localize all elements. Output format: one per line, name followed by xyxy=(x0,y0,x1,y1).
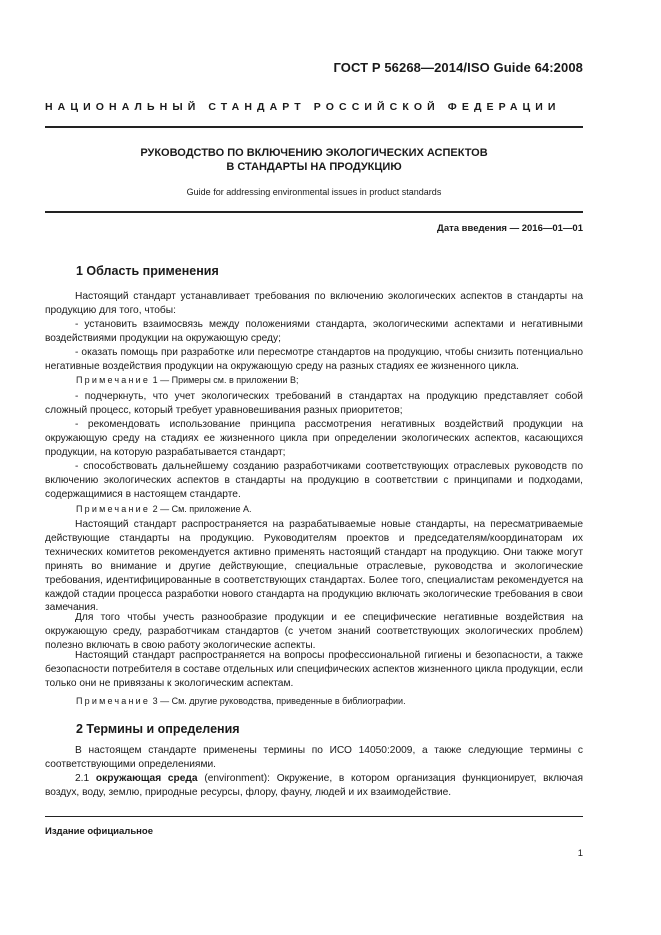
paragraph: Для того чтобы учесть разнообразие продукции и ее специфические негативные воздействия на окружающую среду, разработчикам стандартов (с учетом знаний соответствующих экологических проблем) полезно включать в свою работу экологические аспекты. xyxy=(45,612,583,651)
note-2 xyxy=(76,503,583,515)
introduction-date: Дата введения — 2016—01—01 xyxy=(437,223,583,234)
note-1 xyxy=(76,374,583,386)
note-3 xyxy=(76,695,583,707)
list-item: - способствовать дальнейшему созданию разработчиками соответствующих отраслевых руководств по включению экологических аспектов в стандарты на продукцию в соответствии с принципами и подходами, содержащимися в настоящем стандарте. xyxy=(45,461,583,500)
title-divider xyxy=(45,211,583,213)
note-label: Примечание xyxy=(76,375,151,385)
footer-divider xyxy=(45,816,583,817)
term-name: окружающая среда xyxy=(95,773,198,784)
top-divider xyxy=(45,126,583,128)
edition-label: Издание официальное xyxy=(45,826,153,837)
paragraph: В настоящем стандарте применены термины по ИСО 14050:2009, а также следующие термины с соответствующими определениями. xyxy=(45,745,583,770)
note-text: 3 — См. другие руководства, приведенные в библиографии. xyxy=(152,696,406,706)
document-title xyxy=(45,146,583,174)
list-item: - установить взаимосвязь между положениями стандарта, экологическими аспектами и негативными воздействиями продукции на окружающую среду; xyxy=(45,319,583,344)
paragraph: Настоящий стандарт распространяется на вопросы профессиональной гигиены и безопасности, а также безопасности потребителя в составе отдельных или специфических аспектов жизненного цикла продукции, если только они не привязаны к экологическим аспектам. xyxy=(45,650,583,689)
note-label: Примечание xyxy=(76,696,151,706)
page-number: 1 xyxy=(577,848,583,859)
list-item: - рекомендовать использование принципа рассмотрения негативных воздействий продукции на окружающую среду на стадиях ее жизненного цикла при определении экологических аспектов, касающихся продукции, на которую разрабатывается стандарт; xyxy=(45,419,583,458)
list-item: - оказать помощь при разработке или пересмотре стандартов на продукцию, чтобы снизить потенциально негативные воздействия продукции на окружающую среду на разных стадиях ее жизненного цикла. xyxy=(45,347,583,372)
list-item: - подчеркнуть, что учет экологических требований в стандартах на продукцию представляет собой сложный процесс, который требует уравновешивания разных приоритетов; xyxy=(45,391,583,416)
standard-code: ГОСТ Р 56268—2014/ISO Guide 64:2008 xyxy=(333,60,583,75)
section-1-heading: 1 Область применения xyxy=(76,264,219,278)
note-text: 2 — См. приложение А. xyxy=(152,504,252,514)
term-text: (environment): Окружение, в котором организация функционирует, включая воздух, воду, землю, природные ресурсы, флору, фауну, людей и их взаимодействие. xyxy=(45,773,583,798)
note-label: Примечание xyxy=(76,504,151,514)
note-text: 1 — Примеры см. в приложении В; xyxy=(152,375,299,385)
term-definition xyxy=(45,772,583,800)
national-standard-banner: НАЦИОНАЛЬНЫЙ СТАНДАРТ РОССИЙСКОЙ ФЕДЕРАЦИИ xyxy=(45,101,561,113)
title-line-2: В СТАНДАРТЫ НА ПРОДУКЦИЮ xyxy=(226,161,402,173)
paragraph: Настоящий стандарт устанавливает требования по включению экологических аспектов в стандарты на продукцию для того, чтобы: xyxy=(45,291,583,316)
english-title: Guide for addressing environmental issues in product standards xyxy=(186,187,442,197)
section-2-heading: 2 Термины и определения xyxy=(76,722,240,736)
title-line-1: РУКОВОДСТВО ПО ВКЛЮЧЕНИЮ ЭКОЛОГИЧЕСКИХ АСПЕКТОВ xyxy=(140,147,488,159)
paragraph: Настоящий стандарт распространяется на разрабатываемые новые стандарты, на пересматриваемые действующие стандарты на продукцию. Руководителям проектов и председателям/координаторам их технических комитетов рекомендуется активно применять настоящий стандарт на продукцию. Они также могут принять во внимание и другие действующие, специальные отраслевые, руководства и экологические требования, идентифицированные в соответствующих стандартах. Более того, специалистам рекомендуется на каждой стадии процесса разработки нового стандарта на продукцию включать экологические требования в свои замечания. xyxy=(45,519,583,614)
term-number: 2.1 xyxy=(75,773,90,784)
